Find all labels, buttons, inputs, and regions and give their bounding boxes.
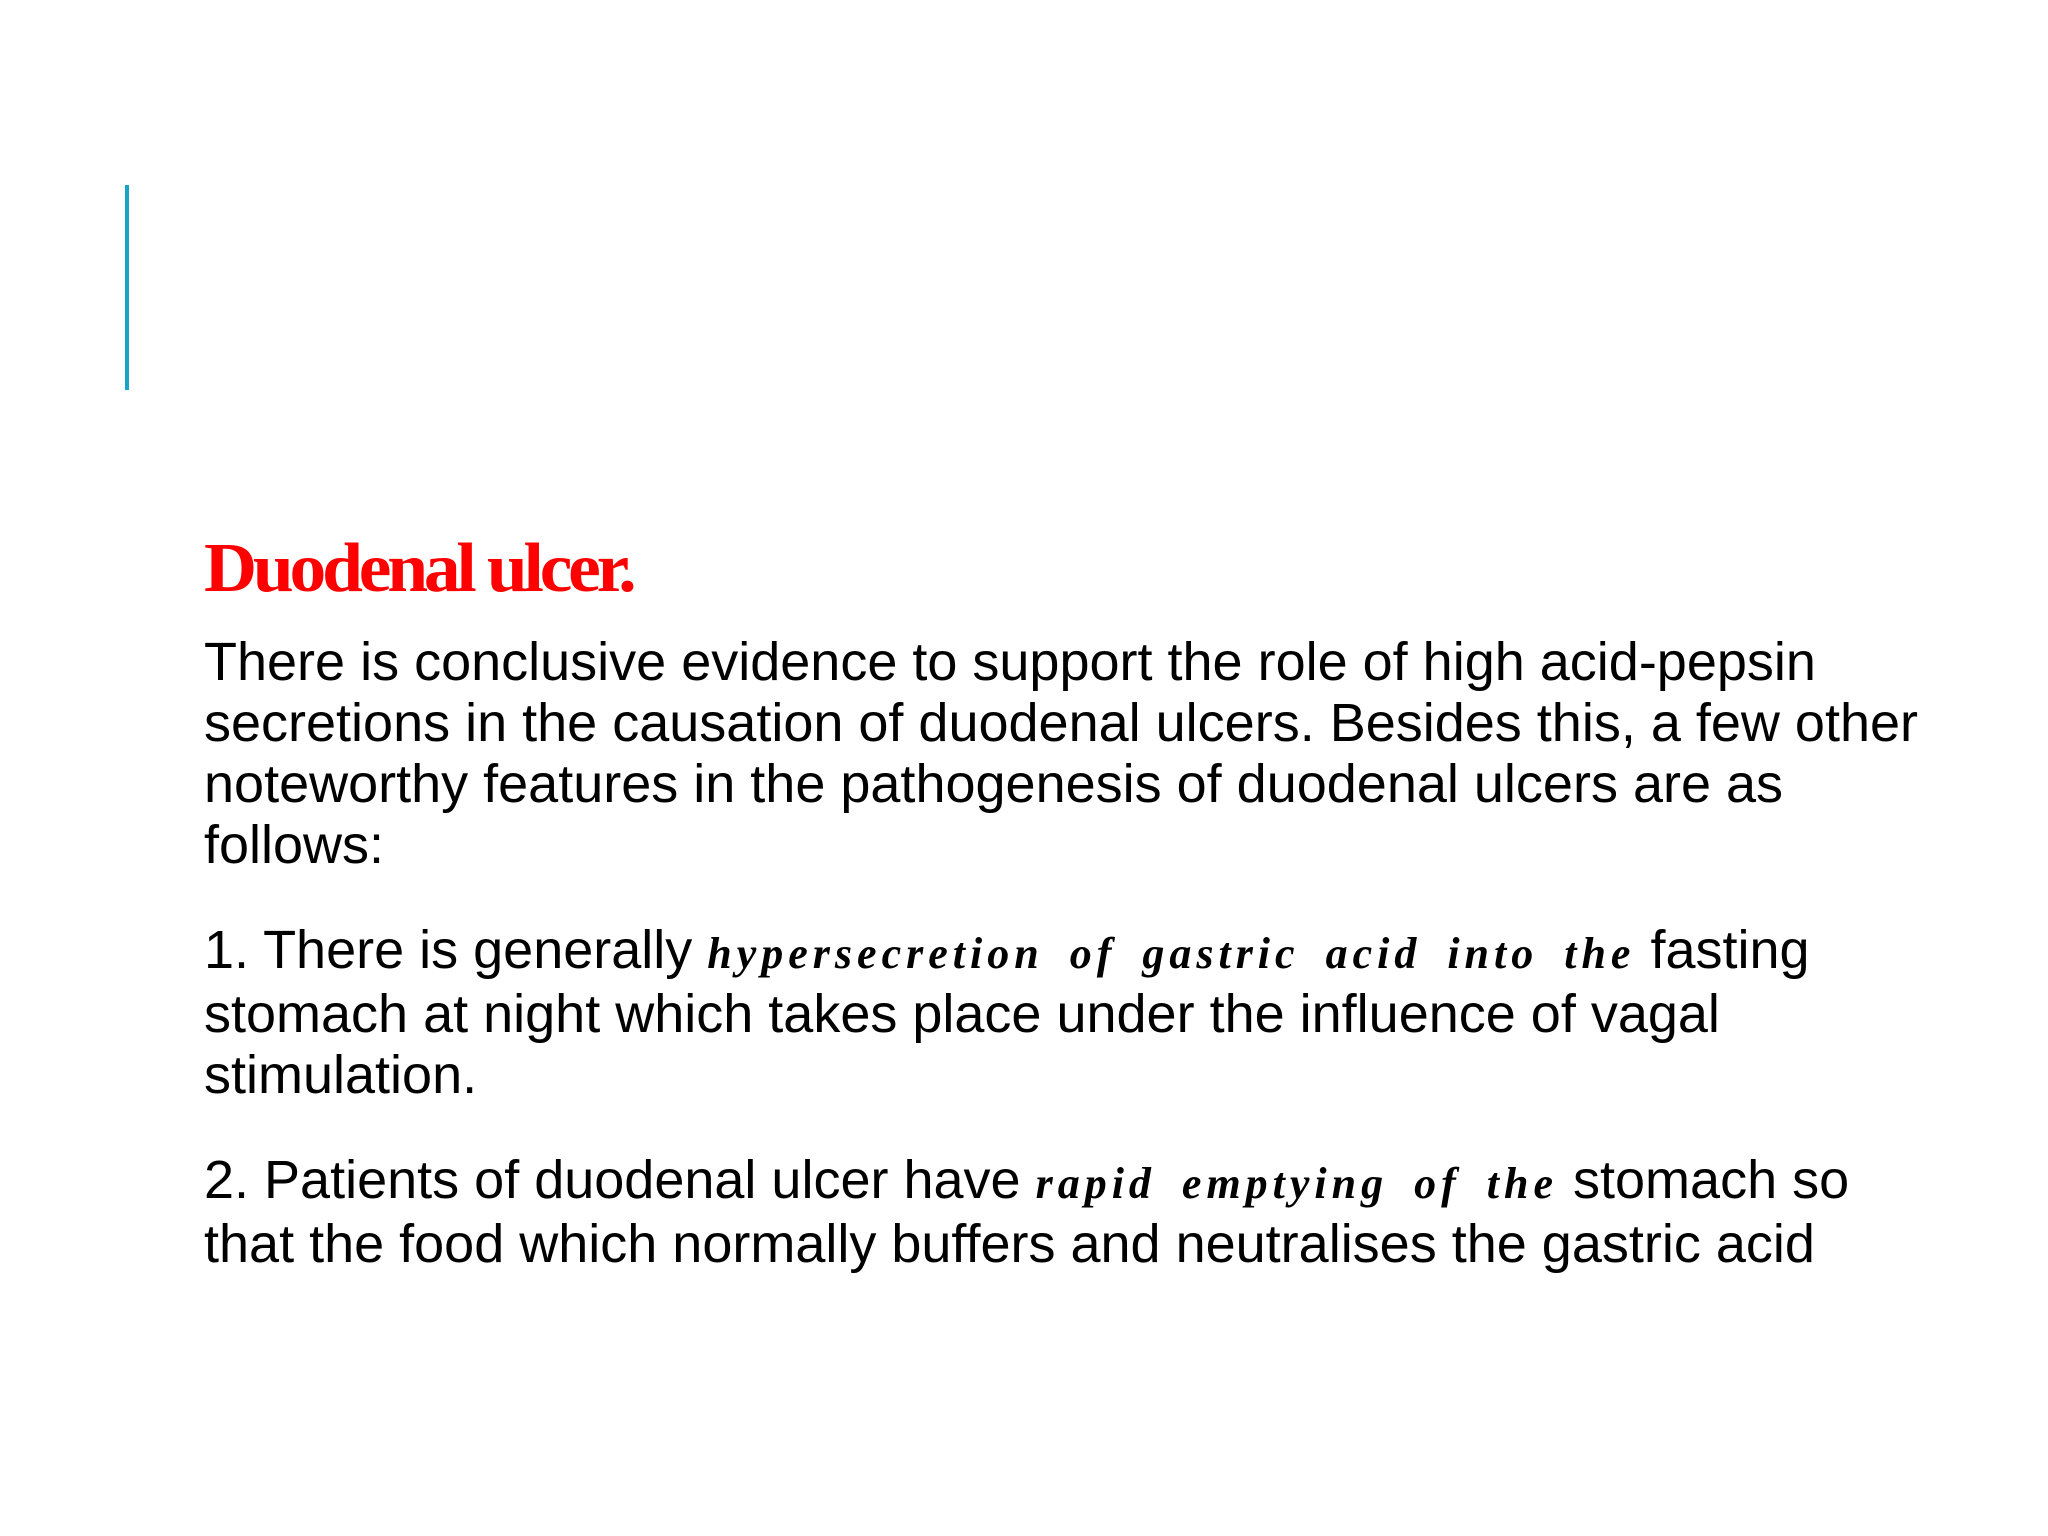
point-2-prefix: 2. Patients of duodenal ulcer have [204, 1150, 1036, 1210]
slide-heading: Duodenal ulcer. [204, 530, 633, 607]
point-1-prefix: 1. There is generally [204, 920, 708, 980]
point-1-paragraph [204, 920, 1944, 1106]
intro-paragraph: There is conclusive evidence to support the role of high acid-pepsin secretions in the causation of duodenal ulcers. Besides this, a few other noteworthy features in the pathogenesis of duodenal ulcers are as follows: [204, 632, 1918, 875]
point-1-suffix: fasting stomach at night which takes place under the influence of vagal stimulation. [204, 920, 1810, 1105]
point-1-emphasis: hypersecretion of gastric acid into the [707, 929, 1636, 978]
accent-bar [125, 185, 129, 390]
point-2-paragraph [204, 1150, 1944, 1275]
point-2-emphasis: rapid emptying of the [1035, 1159, 1559, 1208]
point-2-suffix: stomach so that the food which normally buffers and neutralises the gastric acid [204, 1150, 1850, 1274]
slide-content [204, 528, 1944, 1275]
